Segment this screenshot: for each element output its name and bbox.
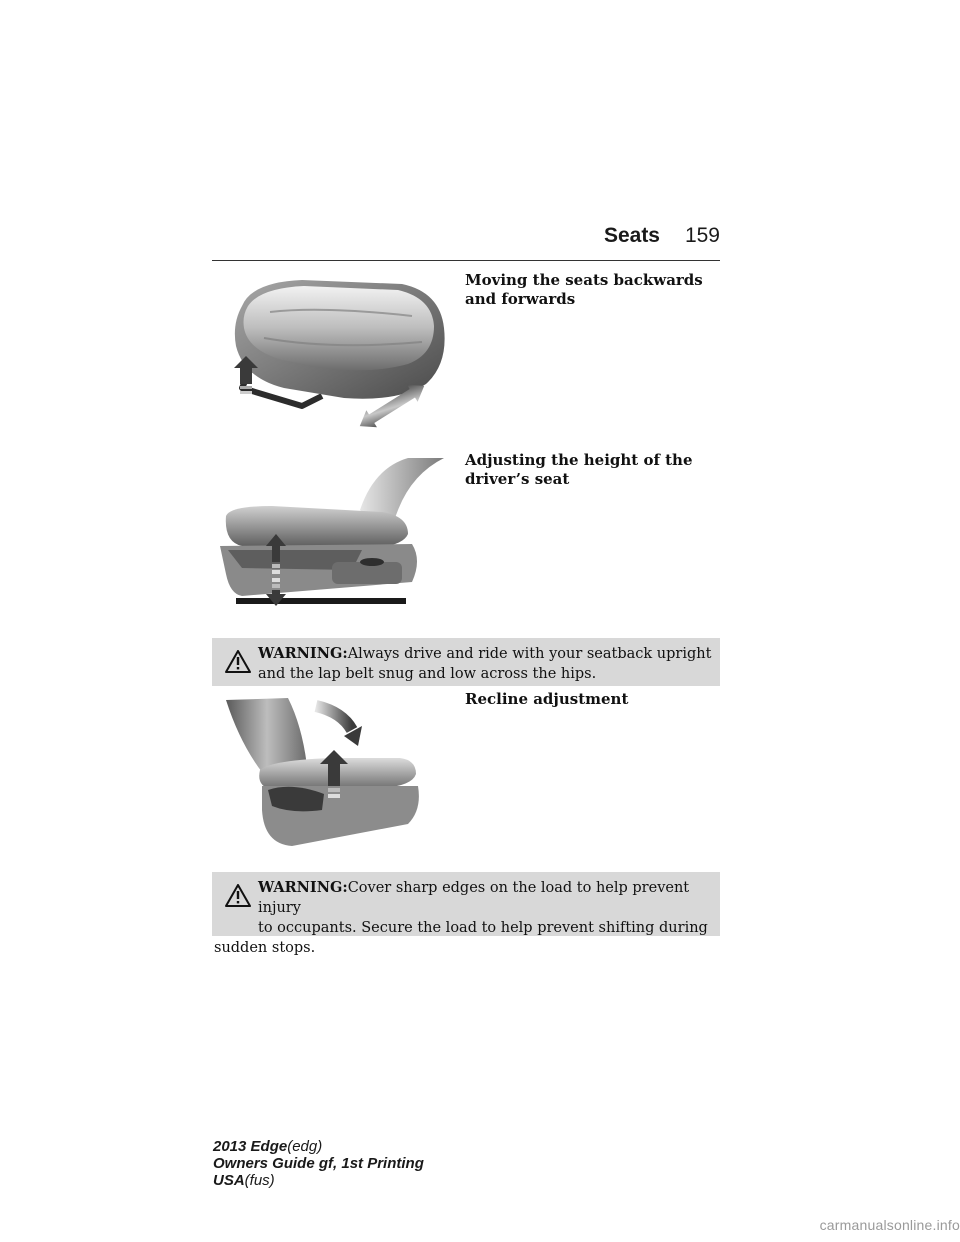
- section-heading-fore-aft: Moving the seats backwards and forwards: [465, 271, 703, 308]
- warning-text-line2: to occupants. Secure the load to help prevent shifting during: [258, 920, 708, 936]
- header-divider: [212, 260, 720, 261]
- footer-model: 2013 Edge: [213, 1138, 288, 1155]
- footer-guide: Owners Guide gf, 1st Printing: [213, 1155, 424, 1172]
- seat-height-figure: [212, 450, 457, 610]
- warning-box: [212, 638, 720, 686]
- document-footer: [213, 1138, 613, 1189]
- seat-fore-aft-figure: [212, 266, 457, 438]
- warning-triangle-icon: [225, 884, 251, 907]
- watermark: carmanualsonline.info: [819, 1217, 960, 1233]
- section-heading-recline: Recline adjustment: [465, 690, 629, 708]
- warning-label: WARNING:: [258, 645, 348, 662]
- page-number: 159: [684, 224, 720, 247]
- footer-market-code: (fus): [244, 1172, 275, 1189]
- warning-box: [212, 872, 720, 956]
- footer-market: USA: [213, 1172, 245, 1189]
- warning-text: Always drive and ride with your seatback upright and the lap belt snug and low across the hips.: [258, 646, 712, 682]
- footer-model-code: (edg): [287, 1138, 323, 1155]
- warning-text-line3: sudden stops.: [214, 940, 316, 956]
- seat-recline-figure: [212, 690, 427, 858]
- warning-triangle-icon: [225, 650, 251, 673]
- warning-label: WARNING:: [258, 879, 348, 896]
- page-title: Seats: [603, 224, 660, 247]
- section-heading-height: Adjusting the height of the driver’s seat: [465, 451, 693, 488]
- warning-text-line1: Cover sharp edges on the load to help prevent injury: [258, 880, 690, 916]
